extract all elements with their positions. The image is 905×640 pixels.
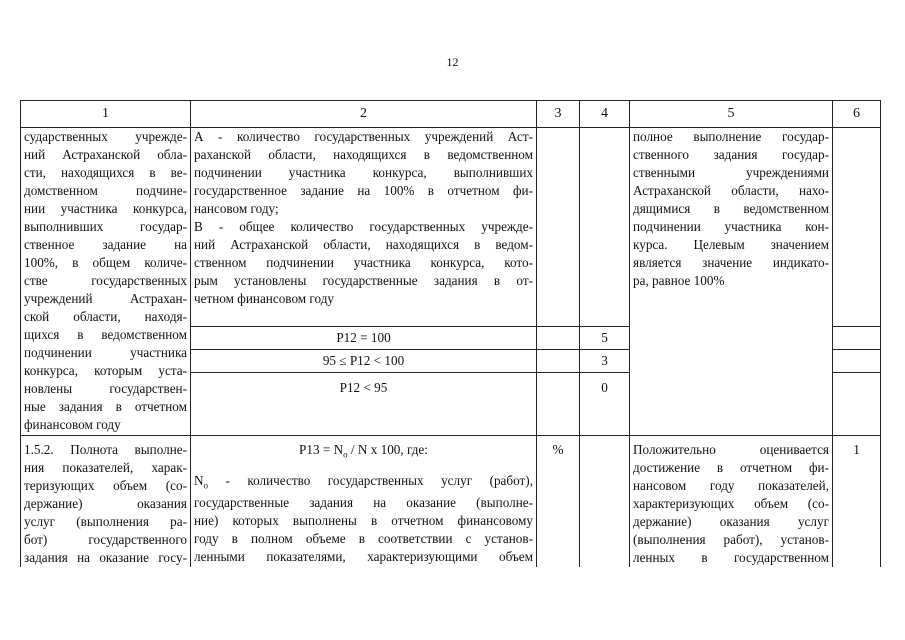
text-line: полное выполнение государ- [633,129,829,144]
unit-value: % [537,436,580,568]
text-line: выполнивших государ- [24,219,187,234]
text-line: нансовом году; [194,201,279,216]
text-line: (выполнения работ), установ- [633,532,829,547]
points-value: 5 [580,327,630,350]
text-line: конкурса, которым уста- [24,363,187,378]
text-line [194,472,533,495]
text-line: Положительно оценивается [633,442,829,457]
text-line: подчинении участника [24,345,187,360]
text-line: нансовом году показателей, [633,478,829,493]
text-line: достижение в отчетном фи- [633,460,829,475]
text-line: дящимися в ведомственном [633,201,829,216]
formula-condition: P12 < 95 [191,373,537,436]
text-line: финансовом году [24,417,121,432]
unit-cell [537,128,580,327]
indicator-description [21,128,191,436]
text-line: задания на оказание госу- [24,550,187,565]
criteria-table [20,100,881,567]
text-line: новлены государствен- [24,381,187,396]
text-line: 100%, в общем количе- [24,255,187,270]
points-cell [580,128,630,327]
text-line: 1.5.2. Полнота выполне- [24,442,187,457]
formula-sub: о [343,449,348,460]
text-line: является значение индикато- [633,255,829,270]
text-line: ственными учреждениями [633,165,829,180]
table-header-row [21,101,881,128]
formula-description [191,128,537,327]
formula-condition: 95 ≤ P12 < 100 [191,350,537,373]
text-line: ственное задание на [24,237,187,252]
unit-cell [537,327,580,350]
weight-value: 1 [833,436,881,568]
text-line: ний Астраханской области, находящихся в ведом- [194,237,533,252]
points-value: 0 [580,373,630,436]
text-line: характеризующих объем (со- [633,496,829,511]
text-line: В - общее количество государственных учрежде- [194,219,533,234]
text-line: А - количество государственных учреждений Аст- [194,129,533,144]
header-col-6: 6 [833,101,881,128]
text-line: государственные задания на оказание (выполне- [194,495,533,511]
text-line: четном финансовом году [194,291,335,306]
text-line: ные задания в отчетном [24,399,187,414]
header-col-2: 2 [191,101,537,128]
weight-cell [833,373,881,436]
text-line: держание) оказания услуг [633,514,829,529]
text-line: ний Астраханской обла- [24,147,187,162]
formula-description [191,436,537,568]
formula [194,441,533,464]
text-line: сударственных учрежде- [24,129,187,144]
text-line: щихся в ведомственном [24,327,187,342]
formula-main: P13 = N [299,442,344,457]
header-col-1: 1 [21,101,191,128]
text-line: ра, равное 100% [633,273,725,288]
text-line: ния показателей, харак- [24,460,187,475]
header-col-5: 5 [630,101,833,128]
text-line: году в полном объеме в соответствии с установ- [194,531,533,547]
variable-text: - количество государственных услуг (работ), [208,472,533,488]
text-line: подчинении участника конкурса, выполнивших [194,165,533,180]
variable-sub: о [203,480,209,491]
text-line: нии участника конкурса, [24,201,187,216]
evaluation-description [630,128,833,436]
formula-condition: P12 = 100 [191,327,537,350]
variable-name: N [194,472,204,488]
table-row [21,128,881,327]
text-line: держание) оказания [24,496,187,511]
text-line: рым установлены государственные задания в от- [194,273,533,288]
text-line: ственном подчинении участника конкурса, кото- [194,255,533,270]
text-line: Астраханской области, нахо- [633,183,829,198]
text-line: ской области, находя- [24,309,187,324]
table-row [21,436,881,568]
text-line: ленными показателями, характеризующими объем [194,549,533,565]
header-col-3: 3 [537,101,580,128]
text-line: сти, находящихся в ве- [24,165,187,180]
text-line: подчинении участника кон- [633,219,829,234]
page-number: 12 [446,55,459,69]
unit-cell [537,350,580,373]
text-line: ственного задания государ- [633,147,829,162]
header-col-4: 4 [580,101,630,128]
text-line: услуг (выполнения ра- [24,514,187,529]
text-line: ленных в государственном [633,550,829,565]
text-line: учреждений Астрахан- [24,291,187,306]
text-line: государственное задание на 100% в отчетном фи- [194,183,533,198]
weight-cell [833,350,881,373]
text-line: курса. Целевым значением [633,237,829,252]
weight-cell [833,327,881,350]
text-line: бот) государственного [24,532,187,547]
weight-cell [833,128,881,327]
evaluation-description [630,436,833,568]
points-cell [580,436,630,568]
points-value: 3 [580,350,630,373]
formula-rest: / N x 100, где: [347,442,428,457]
text-line: домственном подчине- [24,183,187,198]
text-line: ние) которых выполнены в отчетном финансовому [194,513,533,529]
text-line: теризующих объем (со- [24,478,187,493]
text-line: раханской области, находящихся в ведомственном [194,147,533,162]
text-line: стве государственных [24,273,187,288]
unit-cell [537,373,580,436]
indicator-description [21,436,191,568]
